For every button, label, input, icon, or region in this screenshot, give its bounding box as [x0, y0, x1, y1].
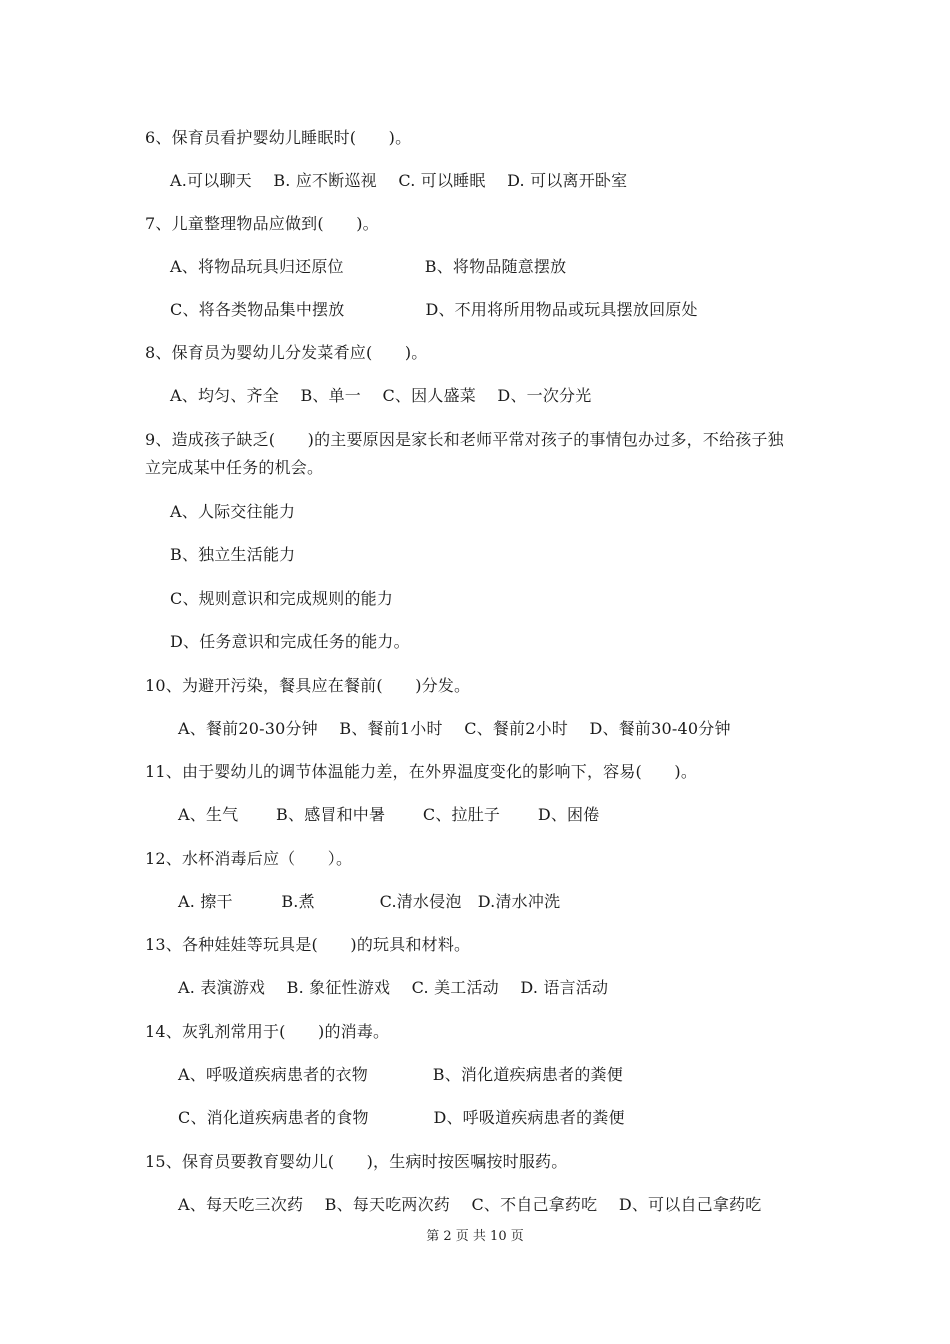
- question-12-options: A. 擦干 B.煮 C.清水侵泡 D.清水冲洗: [178, 892, 561, 911]
- question-9-option-b: B、独立生活能力: [170, 545, 296, 564]
- question-9-stem-line-1: 9、造成孩子缺乏( )的主要原因是家长和老师平常对孩子的事情包办过多，不给孩子独: [145, 430, 784, 449]
- question-6-stem: 6、保育员看护婴幼儿睡眠时( )。: [145, 128, 412, 147]
- question-11-options: A、生气 B、感冒和中暑 C、拉肚子 D、困倦: [178, 805, 600, 824]
- question-11-stem: 11、由于婴幼儿的调节体温能力差，在外界温度变化的影响下，容易( )。: [145, 762, 698, 781]
- question-12-stem: 12、水杯消毒后应（ ）。: [145, 849, 353, 868]
- question-8-stem: 8、保育员为婴幼儿分发菜肴应( )。: [145, 343, 428, 362]
- question-9-option-c: C、规则意识和完成规则的能力: [170, 589, 394, 608]
- question-14-stem: 14、灰乳剂常用于( )的消毒。: [145, 1022, 390, 1041]
- question-7-stem: 7、儿童整理物品应做到( )。: [145, 214, 379, 233]
- question-10-stem: 10、为避开污染，餐具应在餐前( )分发。: [145, 676, 471, 695]
- question-9-stem-line-2: 立完成某中任务的机会。: [145, 458, 324, 477]
- question-7-options-row-1: A、将物品玩具归还原位 B、将物品随意摆放: [170, 257, 567, 276]
- question-13-stem: 13、各种娃娃等玩具是( )的玩具和材料。: [145, 935, 471, 954]
- page-footer: 第 2 页 共 10 页: [426, 1229, 524, 1244]
- question-9-option-d: D、任务意识和完成任务的能力。: [170, 632, 410, 651]
- question-14-options-row-2: C、消化道疾病患者的食物 D、呼吸道疾病患者的粪便: [178, 1108, 625, 1127]
- question-8-options: A、均匀、齐全 B、单一 C、因人盛菜 D、一次分光: [170, 386, 592, 405]
- question-7-options-row-2: C、将各类物品集中摆放 D、不用将所用物品或玩具摆放回原处: [170, 300, 698, 319]
- question-9-option-a: A、人际交往能力: [170, 502, 296, 521]
- question-6-options: A.可以聊天 B. 应不断巡视 C. 可以睡眠 D. 可以离开卧室: [170, 171, 628, 190]
- question-13-options: A. 表演游戏 B. 象征性游戏 C. 美工活动 D. 语言活动: [178, 978, 609, 997]
- question-15-options: A、每天吃三次药 B、每天吃两次药 C、不自己拿药吃 D、可以自己拿药吃: [178, 1195, 762, 1214]
- question-10-options: A、餐前20-30分钟 B、餐前1小时 C、餐前2小时 D、餐前30-40分钟: [178, 719, 731, 738]
- question-14-options-row-1: A、呼吸道疾病患者的衣物 B、消化道疾病患者的粪便: [178, 1065, 623, 1084]
- question-15-stem: 15、保育员要教育婴幼儿( )，生病时按医嘱按时服药。: [145, 1152, 568, 1171]
